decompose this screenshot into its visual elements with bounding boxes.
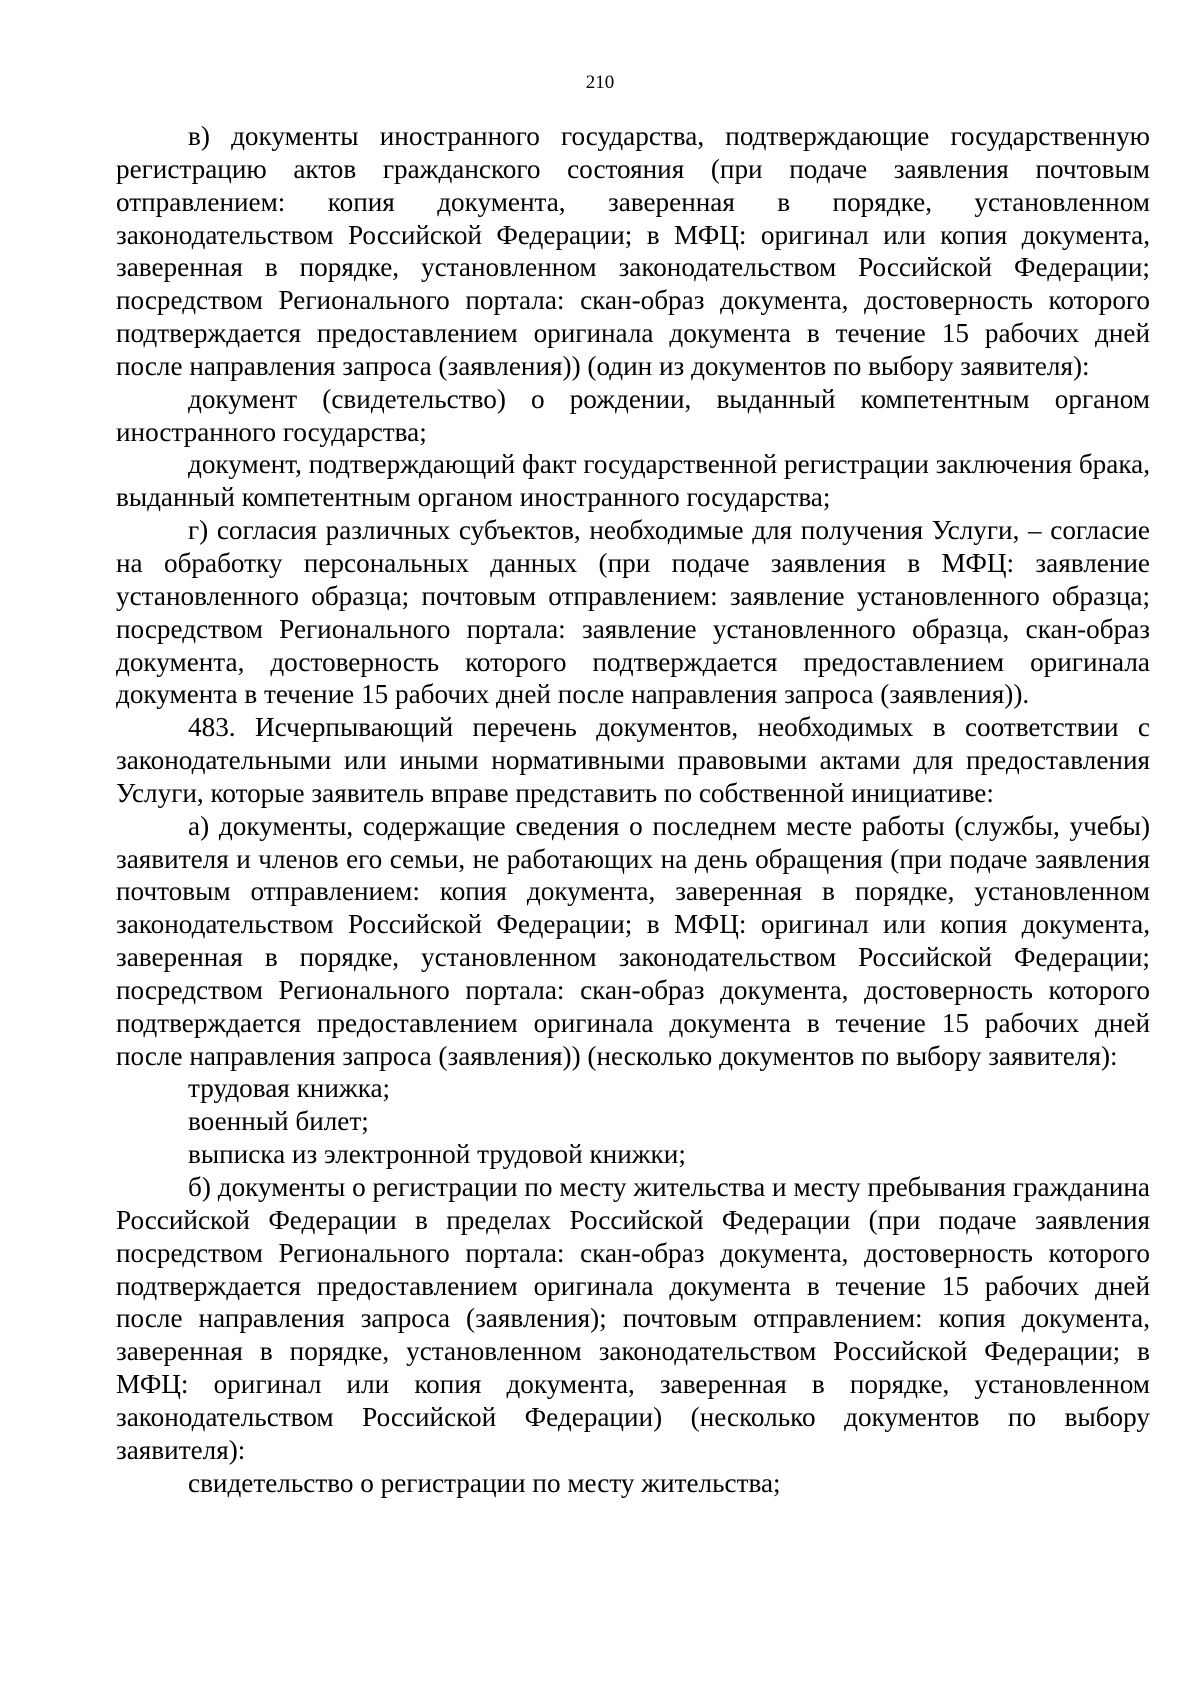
paragraph-g-consents: г) согласия различных субъектов, необходимые для получения Услуги, – согласие на обработку персональных данных (при подаче заявления в МФЦ: заявление установленного образца; почтовым отправлением: заявление установленного образца; посредством Регионального портала: заявление установленного образца, скан-образ документа, достоверность которого подтверждается предоставлением оригинала документа в течение 15 рабочих дней после направления запроса (заявления)). — [116, 515, 1150, 710]
page-number: 210 — [585, 72, 615, 93]
paragraph-b-registration-documents: б) документы о регистрации по месту жительства и месту пребывания гражданина Российской Федерации в пределах Российской Федерации (при подаче заявления посредством Регионального портала: скан-образ документа, достоверность которого подтверждается предоставлением оригинала документа в течение 15 рабочих дней после направления запроса (заявления); почтовым отправлением: копия документа, заверенная в порядке, установленном законодательством Российской Федерации; в МФЦ: оригинал или копия документа, заверенная в порядке, установленном законодательством Российской Федерации) (несколько документов по выбору заявителя): — [116, 1172, 1150, 1465]
paragraph-birth-certificate: документ (свидетельство) о рождении, выданный компетентным органом иностранного государства; — [116, 383, 1150, 447]
list-item-work-book: трудовая книжка; — [188, 1073, 391, 1104]
paragraph-483-documents-list: 483. Исчерпывающий перечень документов, необходимых в соответствии с законодательными или иными нормативными правовыми актами для предоставления Услуги, которые заявитель вправе представить по собственной инициативе: — [116, 712, 1150, 808]
list-item-residence-registration: свидетельство о регистрации по месту жительства; — [188, 1467, 781, 1498]
paragraph-marriage-document: документ, подтверждающий факт государственной регистрации заключения брака, выданный компетентным органом иностранного государства; — [116, 449, 1150, 513]
paragraph-a-work-documents: а) документы, содержащие сведения о последнем месте работы (службы, учебы) заявителя и членов его семьи, не работающих на день обращения (при подаче заявления почтовым отправлением: копия документа, заверенная в порядке, установленном законодательством Российской Федерации; в МФЦ: оригинал или копия документа, заверенная в порядке, установленном законодательством Российской Федерации; посредством Регионального портала: скан-образ документа, достоверность которого подтверждается предоставлением оригинала документа в течение 15 рабочих дней после направления запроса (заявления)) (несколько документов по выбору заявителя): — [116, 810, 1150, 1071]
paragraph-v-foreign-documents: в) документы иностранного государства, подтверждающие государственную регистрацию актов гражданского состояния (при подаче заявления почтовым отправлением: копия документа, заверенная в порядке, установленном законодательством Российской Федерации; в МФЦ: оригинал или копия документа, заверенная в порядке, установленном законодательством Российской Федерации; посредством Регионального портала: скан-образ документа, достоверность которого подтверждается предоставлением оригинала документа в течение 15 рабочих дней после направления запроса (заявления)) (один из документов по выбору заявителя): — [116, 121, 1150, 381]
list-item-military-id: военный билет; — [188, 1106, 369, 1137]
document-body — [116, 120, 1150, 1499]
list-item-electronic-work-book: выписка из электронной трудовой книжки; — [188, 1139, 686, 1170]
